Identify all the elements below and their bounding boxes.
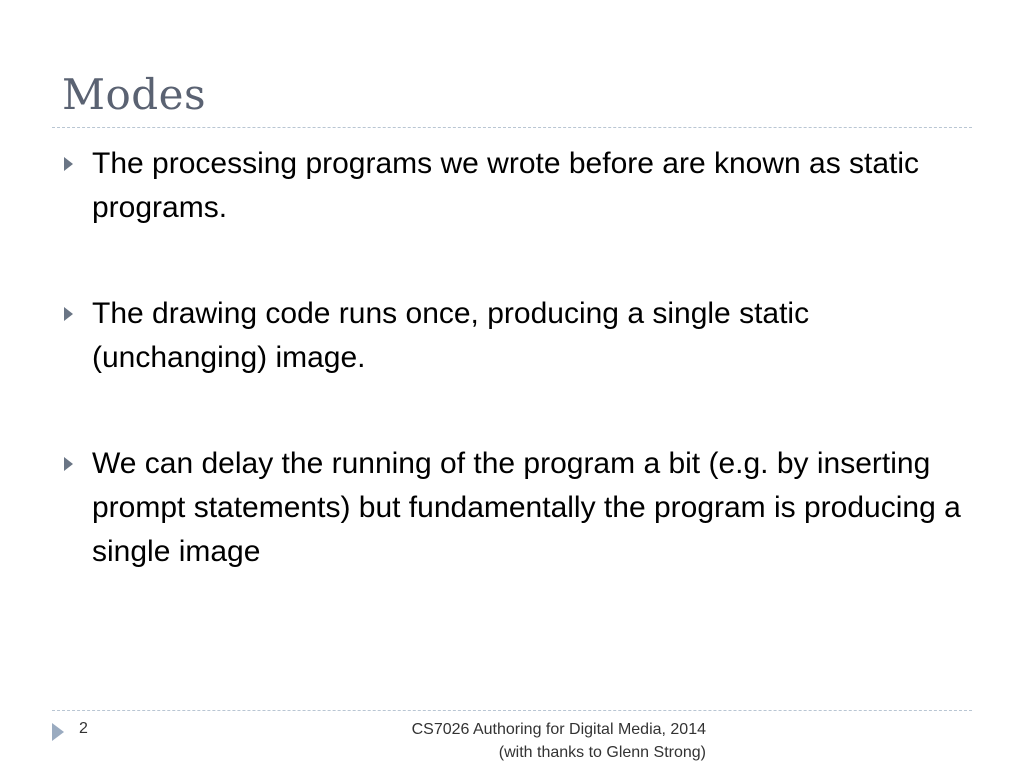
bullet-arrow-icon <box>64 457 73 471</box>
footer-divider <box>52 710 972 711</box>
bullet-arrow-icon <box>64 157 73 171</box>
page-number: 2 <box>79 720 88 737</box>
bullet-arrow-icon <box>64 307 73 321</box>
slide-title: Modes <box>62 70 207 119</box>
bullet-text: The processing programs we wrote before are known as static programs. <box>92 147 920 224</box>
bullet-text: The drawing code runs once, producing a single static (unchanging) image. <box>92 297 810 374</box>
footer-credits <box>412 718 706 764</box>
bullet-item <box>62 292 962 380</box>
bullet-item <box>62 442 962 574</box>
title-divider <box>52 127 972 128</box>
footer-course: CS7026 Authoring for Digital Media, 2014 <box>411 721 706 738</box>
footer-arrow-icon <box>52 723 64 741</box>
footer-thanks: (with thanks to Glenn Strong) <box>498 744 706 761</box>
bullet-item <box>62 142 962 230</box>
bullet-text: We can delay the running of the program a bit (e.g. by inserting prompt statements) but fundamentally the program is producing a single image <box>92 447 961 568</box>
bullet-list <box>62 142 962 574</box>
